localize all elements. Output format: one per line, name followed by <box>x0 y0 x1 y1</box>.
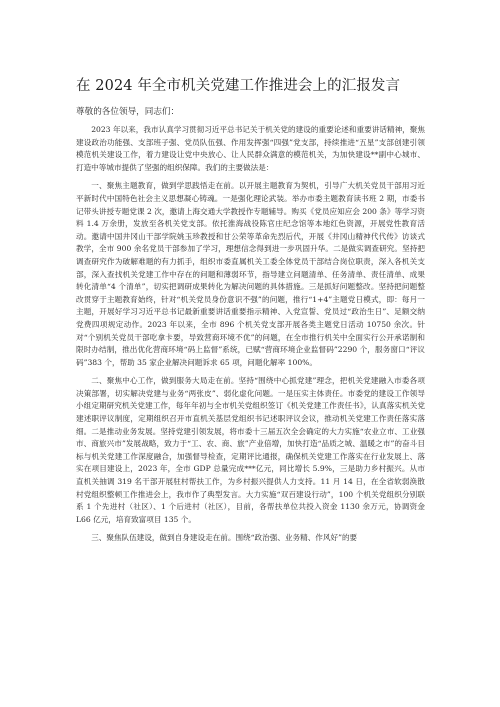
document-title: 在 2024 年全市机关党建工作推进会上的汇报发言 <box>76 78 401 94</box>
document-body <box>76 124 425 551</box>
paragraph-intro: 2023 年以来，我市认真学习贯彻习近平总书记关于机关党的建设的重要论述和重要讲话精神，聚焦建设政治功能强、支部班子强、党员队伍强、作用发挥强“四强”党支部，持续推进“五星”支部创建引领模范机关建设工作，着力建设让党中央放心、让人民群众满意的模范机关，为加快建设**副中心城市、打造中等城市提供了坚强的组织保障。我们的主要做法是： <box>76 125 425 172</box>
paragraph-section-2: 二、聚焦中心工作，做到服务大局走在前。坚持“围绕中心抓党建”理念，把机关党建融入市委各项决策部署，切实解决党建与业务“两张皮”、弱化虚化问题。一是压实主体责任。市委党的建设工作领导小组定期研究机关党建工作，每年年初与全市机关党组织签订《机关党建工作责任书》，认真落实机关党建述职评议制度，定期组织召开市直机关基层党组织书记述职评议会议，推动机关党建工作责任落实落细。二是推动业务发展。坚持党建引领发展，将市委十三届五次全会确定的大力实施“农业立市、工业强市、商旅兴市”发展战略，致力于“工、农、商、旅”产业倍增，加快打造“品质之城、温暖之市”的奋斗目标与机关党建工作深度融合，加强督导检查，定期评比通报，确保机关党建工作落实在行业发展上、落实在项目建设上，2023 年，全市 GDP 总量完成***亿元，同比增长 5.9%，三是助力乡村振兴。从市直机关抽调 319 名干部开展驻村帮扶工作，为乡村振兴提供人力支持。11 月 14 日，在全省软弱涣散村党组织整顿工作推进会上，我市作了典型发言。大力实施“双百建设行动”，100 个机关党组织分别联系 1 个先进村（社区）、1 个后进村（社区），目前，各帮扶单位共投入资金 1130 余万元，协调资金 L66 亿元，培育致富项目 135 个。 <box>76 376 425 524</box>
paragraph-section-3: 三、聚焦队伍建设，做到自身建设走在前。围绕“政治强、业务精、作风好”的要 <box>91 533 358 543</box>
paragraph-section-1: 一、聚焦主题教育，做到学思践悟走在前。以开展主题教育为契机，引导广大机关党员干部用习近平新时代中国特色社会主义思想凝心铸魂。一是强化理论武装。举办市委主题教育读书班 2 期，市委书记带头讲授专题党课 2 次，邀请上海交通大学教授作专题辅导。购买《党员应知应会 200 条》等学习资料 1.4 万余册，发放至各机关党支部。依托淮海战役陈官庄纪念馆等本地红色资源，开展党性教育活动。邀请中国井冈山干部学院姚玉珍教授和甘公荣等革命先烈后代，开展《井冈山精神代代传》访谈式教学，全市 900 余名党员干部参加了学习，理想信念得到进一步巩固升华。二是做实调查研究。坚持把调查研究作为破解难题的有力抓手，组织市委直属机关工委全体党员干部结合岗位职责，深入各机关支部，深入查找机关党建工作中存在的问题和薄弱环节，指导建立问题清单、任务清单、责任清单、成果转化清单“4 个清单”，切实把调研成果转化为解决问题的具体措施。三是抓好问题整改。坚持把问题整改贯穿于主题教育始终，针对“机关党员身份意识不强”的问题，推行“1+4”主题党日模式，即：每月一主题，开展好学习习近平总书记最新重要讲话重要指示精神、入党宣誓、党员过“政治生日”、足额交纳党费四项规定动作。2023 年以来，全市 896 个机关党支部开展各类主题党日活动 10750 余次。针对“个别机关党员干部吃拿卡要，导致营商环境不优”的问题，在全市推行机关中全面实行公开承诺制和限时办结制，推出优化营商环境“码上监督”系统，已赋“营商环境企业监督码”2290 个，服务窗口“评议码”383 个，帮助 35 家企业解决问题诉求 65 项，问题化解率 100%。 <box>76 181 425 367</box>
greeting: 尊敬的各位领导，同志们： <box>76 107 180 117</box>
